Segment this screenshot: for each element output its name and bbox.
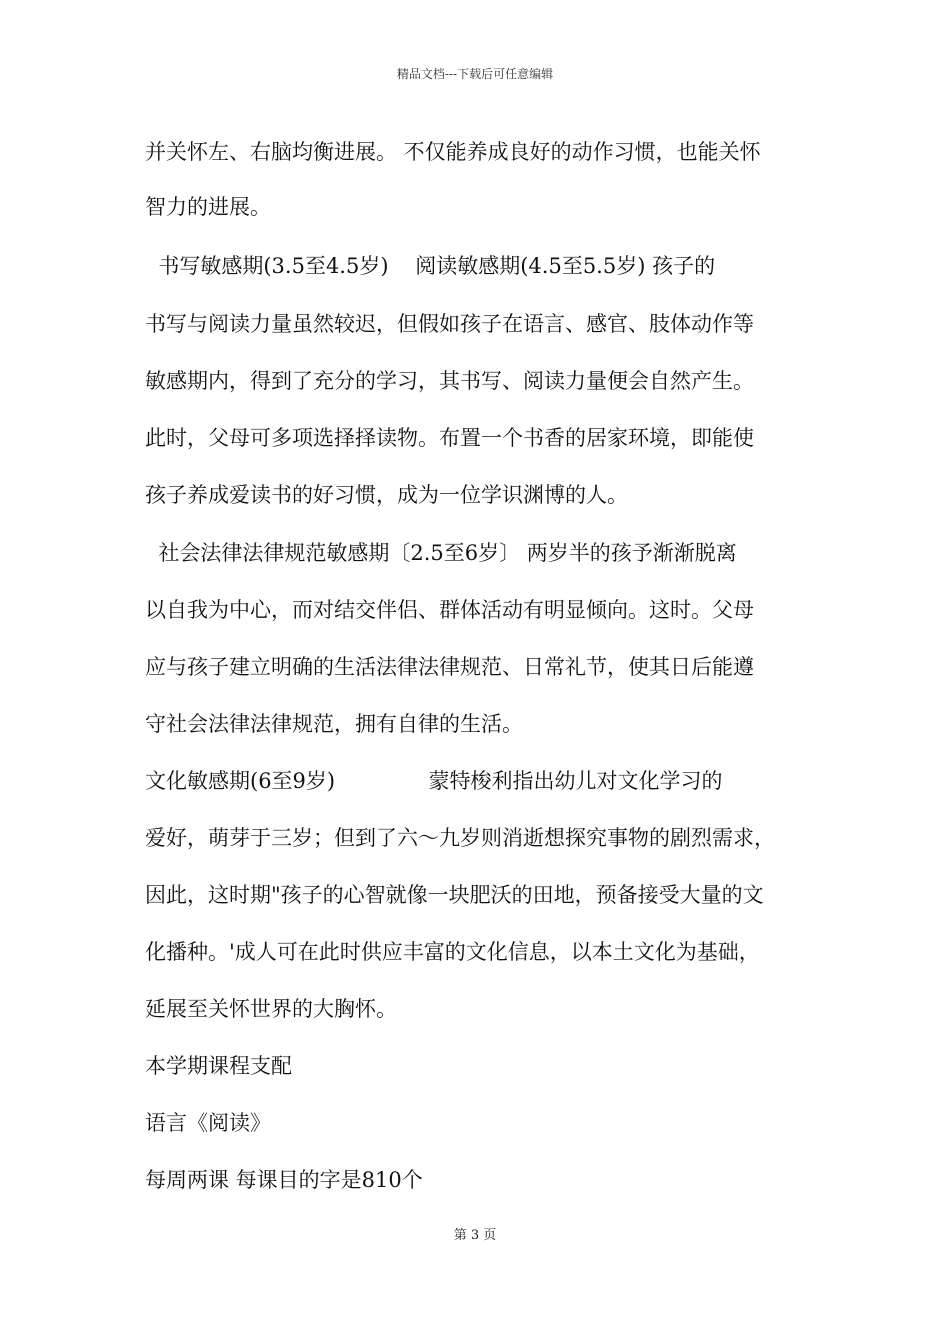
body-line: 以自我为中心，而对结交伴侣、群体活动有明显倾向。这时。父母 [145, 598, 754, 622]
body-line: 守社会法律法律规范，拥有自律的生活。 [145, 712, 523, 736]
body-line: 敏感期内，得到了充分的学习，其书写、阅读力量便会自然产生。 [145, 369, 754, 393]
body-line: 延展至关怀世界的大胸怀。 [145, 997, 397, 1021]
body-line: 智力的进展。 [145, 195, 271, 219]
body-line: 化播种。'成人可在此时供应丰富的文化信息，以本土文化为基础， [145, 940, 760, 964]
page-header: 精品文档---下载后可任意编辑 [396, 67, 554, 81]
body-line: 本学期课程支配 [145, 1054, 292, 1078]
body-line: 孩子养成爱读书的好习惯，成为一位学识渊博的人。 [145, 483, 628, 507]
body-line: 社会法律法律规范敏感期〔2.5至6岁〕 两岁半的孩予渐渐脱离 [145, 541, 737, 565]
body-line: 语言《阅读》 [145, 1111, 271, 1135]
body-line: 每周两课 每课目的字是810个 [145, 1168, 423, 1192]
body-line: 文化敏感期(6至9岁) 蒙特梭利指出幼儿对文化学习的 [145, 769, 723, 793]
body-line: 并关怀左、右脑均衡进展。 不仅能养成良好的动作习惯，也能关怀 [145, 140, 761, 164]
page-footer: 第 3 页 [453, 1228, 497, 1243]
body-line: 此时，父母可多项选择择读物。布置一个书香的居家环境，即能使 [145, 426, 754, 450]
body-line: 书写敏感期(3.5至4.5岁) 阅读敏感期(4.5至5.5岁) 孩子的 [145, 254, 716, 278]
body-line: 应与孩子建立明确的生活法律法律规范、日常礼节，使其日后能遵 [145, 655, 754, 679]
body-line: 书写与阅读力量虽然较迟，但假如孩子在语言、感官、肢体动作等 [145, 312, 754, 336]
body-line: 爱好，萌芽于三岁；但到了六～九岁则消逝想探究事物的剧烈需求， [145, 826, 775, 850]
body-line: 因此，这时期"孩子的心智就像一块肥沃的田地，预备接受大量的文 [145, 883, 764, 907]
